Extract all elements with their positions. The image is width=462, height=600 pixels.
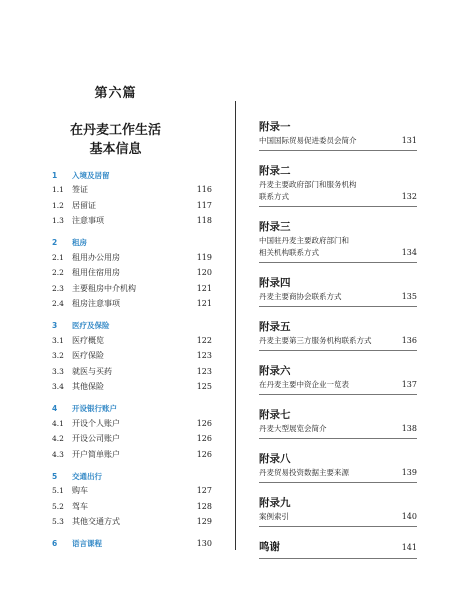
appendix-row: [259, 379, 417, 391]
entry-page-number: 123: [196, 351, 212, 361]
entry-page-number: 121: [196, 299, 212, 309]
appendix-title: 附录四: [259, 277, 291, 289]
main-title: [0, 121, 231, 159]
appendix-title: 附录九: [259, 497, 291, 509]
appendix-description-line: 丹麦主要商协会联系方式: [259, 292, 342, 301]
toc-section: [52, 236, 212, 312]
entry-number: 2.4: [52, 299, 64, 309]
toc-entry[interactable]: [52, 483, 212, 499]
entry-page-number: 123: [196, 366, 212, 376]
section-number: 1: [52, 170, 58, 180]
section-title: 入境及居留: [72, 170, 110, 180]
section-number: 5: [52, 471, 58, 481]
entry-page-number: 121: [196, 283, 212, 293]
section-number: 6: [52, 539, 58, 548]
entry-number: 4.3: [52, 449, 64, 459]
entry-number: 1.2: [52, 200, 64, 210]
section-title: 租房: [72, 238, 87, 247]
entry-page-number: 117: [196, 200, 212, 210]
entry-number: 5.2: [52, 501, 64, 511]
appendix-row: [259, 179, 417, 203]
column-divider: [235, 101, 236, 550]
appendix-contents: [259, 119, 417, 559]
toc-entry[interactable]: [52, 213, 212, 229]
entry-title: 其他交通方式: [72, 517, 120, 527]
section-number: 2: [52, 238, 58, 247]
entry-title: 开设公司账户: [72, 434, 120, 444]
appendix-entry[interactable]: [259, 451, 417, 483]
appendix-row: [259, 335, 417, 347]
toc-entry[interactable]: [52, 379, 212, 395]
entry-title: 购车: [72, 486, 88, 496]
appendix-description: [259, 291, 393, 303]
appendix-description-line: 联系方式: [259, 192, 289, 201]
toc-entry[interactable]: [52, 514, 212, 530]
entry-page-number: 119: [196, 252, 212, 262]
appendix-description-line: 中国国际贸易促进委员会简介: [259, 136, 357, 145]
entry-page-number: 125: [196, 382, 212, 392]
appendix-entry[interactable]: [259, 119, 417, 151]
entry-page-number: 129: [196, 517, 212, 527]
appendix-page-number: 132: [401, 192, 417, 201]
appendix-page-number: 137: [401, 380, 417, 389]
entry-title: 主要租房中介机构: [72, 283, 136, 293]
appendix-title: 附录五: [259, 321, 291, 333]
toc-entry[interactable]: [52, 281, 212, 297]
appendix-row: [259, 135, 417, 147]
entry-title: 租房注意事项: [72, 299, 120, 309]
appendix-entry[interactable]: [259, 495, 417, 527]
entry-title: 居留证: [72, 200, 96, 210]
entry-number: 5.1: [52, 486, 64, 496]
entry-page-number: 126: [196, 449, 212, 459]
entry-title: 其他保险: [72, 382, 104, 392]
section-number: 4: [52, 404, 58, 413]
chapter-contents: [52, 168, 212, 558]
toc-entry[interactable]: [52, 198, 212, 214]
entry-title: 签证: [72, 185, 88, 195]
appendix-title: 附录七: [259, 409, 291, 421]
entry-title: 开户简单账户: [72, 449, 120, 459]
appendix-title: 附录六: [259, 365, 291, 377]
section-page-number: 130: [196, 539, 212, 548]
toc-entry[interactable]: [52, 364, 212, 380]
appendix-page-number: 131: [401, 136, 417, 145]
main-title-line-2: 基本信息: [89, 142, 142, 157]
appendix-row: [259, 467, 417, 479]
section-title: 医疗及保险: [72, 321, 110, 330]
entry-page-number: 118: [196, 216, 212, 226]
entry-page-number: 116: [196, 185, 212, 195]
section-heading[interactable]: [52, 537, 212, 551]
appendix-entry[interactable]: [259, 219, 417, 263]
appendix-page-number: 136: [401, 336, 417, 345]
toc-entry[interactable]: [52, 348, 212, 364]
appendix-description: [259, 135, 393, 147]
entry-title: 租用住宿用房: [72, 268, 120, 278]
entry-title: 开设个人账户: [72, 418, 120, 428]
toc-section: [52, 469, 212, 530]
toc-entry[interactable]: [52, 296, 212, 312]
entry-number: 4.1: [52, 418, 64, 428]
section-heading[interactable]: [52, 319, 212, 333]
entry-title: 租用办公用房: [72, 252, 120, 262]
appendix-description-line: 相关机构联系方式: [259, 248, 319, 257]
appendix-description-line: 丹麦大型展览会简介: [259, 424, 327, 433]
appendix-description: [259, 423, 393, 435]
entry-page-number: 126: [196, 418, 212, 428]
entry-page-number: 122: [196, 335, 212, 345]
section-title: 开设银行账户: [72, 404, 117, 413]
entry-page-number: 128: [196, 501, 212, 511]
entry-title: 就医与买药: [72, 366, 112, 376]
entry-number: 3.3: [52, 366, 64, 376]
appendix-entry[interactable]: [259, 363, 417, 395]
appendix-description-line: 中国驻丹麦主要政府部门和: [259, 236, 349, 245]
appendix-page-number: 134: [401, 248, 417, 257]
toc-entry[interactable]: [52, 250, 212, 266]
acknowledgement-entry[interactable]: [259, 539, 417, 559]
appendix-entry[interactable]: [259, 407, 417, 439]
entry-number: 5.3: [52, 517, 64, 527]
toc-section: [52, 168, 212, 229]
appendix-page-number: 138: [401, 424, 417, 433]
toc-entry[interactable]: [52, 431, 212, 447]
entry-number: 3.1: [52, 335, 64, 345]
toc-section: [52, 537, 212, 551]
appendix-description-line: 丹麦主要政府部门和服务机构: [259, 180, 357, 189]
appendix-title: 附录二: [259, 165, 291, 177]
entry-page-number: 126: [196, 434, 212, 444]
appendix-description-line: 在丹麦主要中资企业一览表: [259, 380, 349, 389]
entry-number: 4.2: [52, 434, 64, 444]
appendix-row: [259, 235, 417, 259]
section-heading[interactable]: [52, 402, 212, 416]
entry-title: 医疗保险: [72, 351, 104, 361]
entry-number: 2.2: [52, 268, 64, 278]
appendix-description: [259, 467, 393, 479]
appendix-page-number: 139: [401, 468, 417, 477]
entry-number: 1.1: [52, 185, 64, 195]
appendix-description: [259, 179, 393, 203]
toc-entry[interactable]: [52, 265, 212, 281]
appendix-title: 附录八: [259, 453, 291, 465]
appendix-description: [259, 335, 393, 347]
toc-entry[interactable]: [52, 499, 212, 515]
section-heading[interactable]: [52, 168, 212, 182]
appendix-description: [259, 379, 393, 391]
section-title: 交通出行: [72, 471, 102, 481]
appendix-title: 附录三: [259, 221, 291, 233]
acknowledgement-title: 鸣谢: [259, 541, 280, 553]
toc-entry[interactable]: [52, 416, 212, 432]
entry-page-number: 127: [196, 486, 212, 496]
toc-section: [52, 402, 212, 463]
section-number: 3: [52, 321, 58, 330]
appendix-row: [259, 423, 417, 435]
appendix-description: [259, 235, 393, 259]
section-title: 语言课程: [72, 539, 102, 548]
toc-entry[interactable]: [52, 333, 212, 349]
section-heading[interactable]: [52, 236, 212, 250]
appendix-entry[interactable]: [259, 163, 417, 207]
appendix-page-number: 135: [401, 292, 417, 301]
appendix-description-line: 丹麦主要第三方服务机构联系方式: [259, 336, 372, 345]
main-title-line-1: 在丹麦工作生活: [69, 123, 161, 138]
appendix-title: 附录一: [259, 121, 291, 133]
entry-title: 注意事项: [72, 216, 104, 226]
entry-title: 驾车: [72, 501, 88, 511]
acknowledgement-page-number: 141: [401, 542, 417, 552]
appendix-description: [259, 511, 393, 523]
toc-entry[interactable]: [52, 182, 212, 198]
entry-number: 1.3: [52, 216, 64, 226]
entry-page-number: 120: [196, 268, 212, 278]
appendix-entry[interactable]: [259, 275, 417, 307]
appendix-description-line: 丹麦贸易投资数据主要来源: [259, 468, 349, 477]
entry-number: 2.1: [52, 252, 64, 262]
entry-number: 2.3: [52, 283, 64, 293]
entry-title: 医疗概览: [72, 335, 104, 345]
appendix-description-line: 案例索引: [259, 512, 289, 521]
appendix-row: [259, 511, 417, 523]
entry-number: 3.2: [52, 351, 64, 361]
appendix-row: [259, 291, 417, 303]
toc-section: [52, 319, 212, 395]
part-title: 第六篇: [94, 86, 137, 101]
section-heading[interactable]: [52, 469, 212, 483]
appendix-page-number: 140: [401, 512, 417, 521]
entry-number: 3.4: [52, 382, 64, 392]
toc-entry[interactable]: [52, 447, 212, 463]
appendix-entry[interactable]: [259, 319, 417, 351]
